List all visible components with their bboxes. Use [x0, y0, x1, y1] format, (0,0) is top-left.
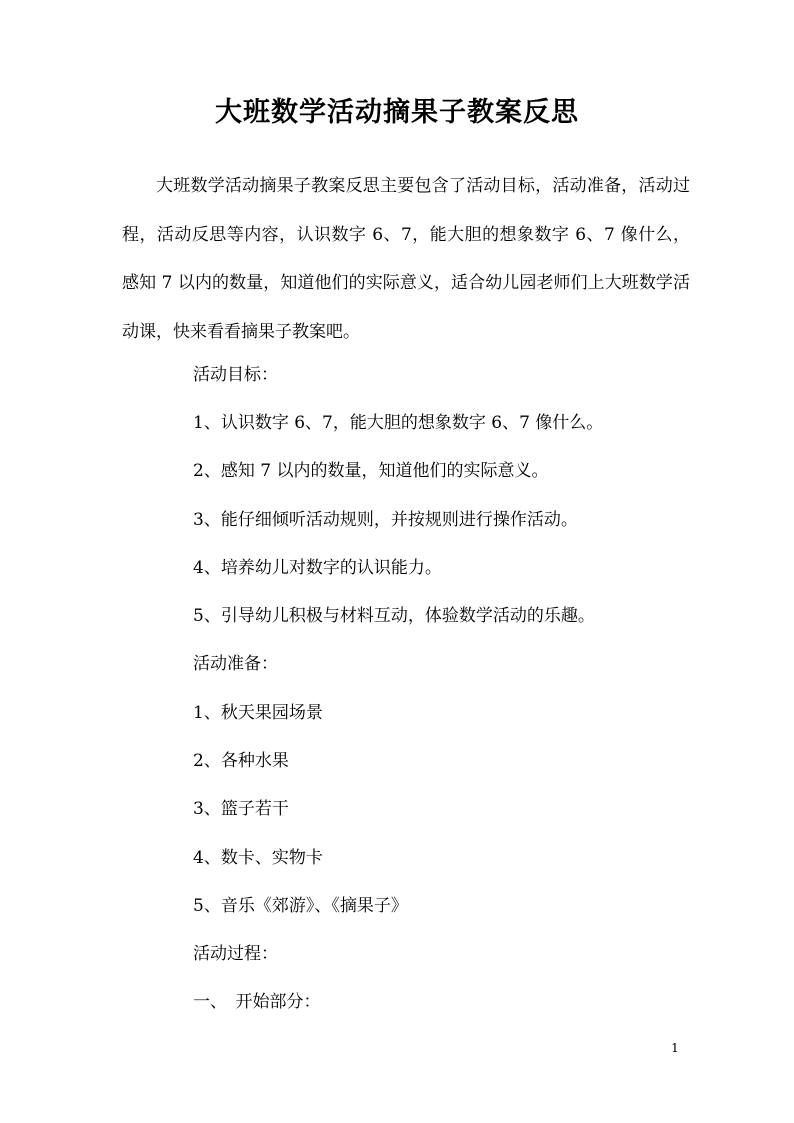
goal-item-2: 2、感知 7 以内的数量，知道他们的实际意义。: [193, 461, 549, 481]
preparation-item-1: 1、秋天果园场景: [193, 703, 323, 723]
document-title: 大班数学活动摘果子教案反思: [215, 97, 579, 128]
preparation-item-2: 2、各种水果: [193, 751, 289, 771]
goal-item-3: 3、能仔细倾听活动规则，并按规则进行操作活动。: [193, 510, 578, 530]
page-number: 1: [671, 1041, 679, 1055]
goal-item-1: 1、认识数字 6、7，能大胆的想象数字 6、7 像什么。: [193, 413, 604, 433]
section-heading-preparation: 活动准备：: [193, 654, 278, 674]
section-heading-goals: 活动目标：: [193, 365, 278, 385]
preparation-item-4: 4、数卡、实物卡: [193, 848, 323, 868]
preparation-item-3: 3、篮子若干: [193, 799, 289, 819]
goal-item-5: 5、引导幼儿积极与材料互动，体验数学活动的乐趣。: [193, 606, 595, 626]
intro-paragraph: 大班数学活动摘果子教案反思主要包含了活动目标，活动准备，活动过程，活动反思等内容，认识数字 6、7，能大胆的想象数字 6、7 像什么，感知 7 以内的数量，知道他们的实际意义，适合幼儿园老师们上大班数学活动课，快来看看摘果子教案吧。: [122, 176, 690, 343]
goal-item-4: 4、培养幼儿对数字的认识能力。: [193, 558, 442, 578]
preparation-item-5: 5、音乐《郊游》、《摘果子》: [193, 896, 408, 916]
process-item-1: 一、 开始部分：: [193, 992, 321, 1012]
section-heading-process: 活动过程：: [193, 944, 278, 964]
